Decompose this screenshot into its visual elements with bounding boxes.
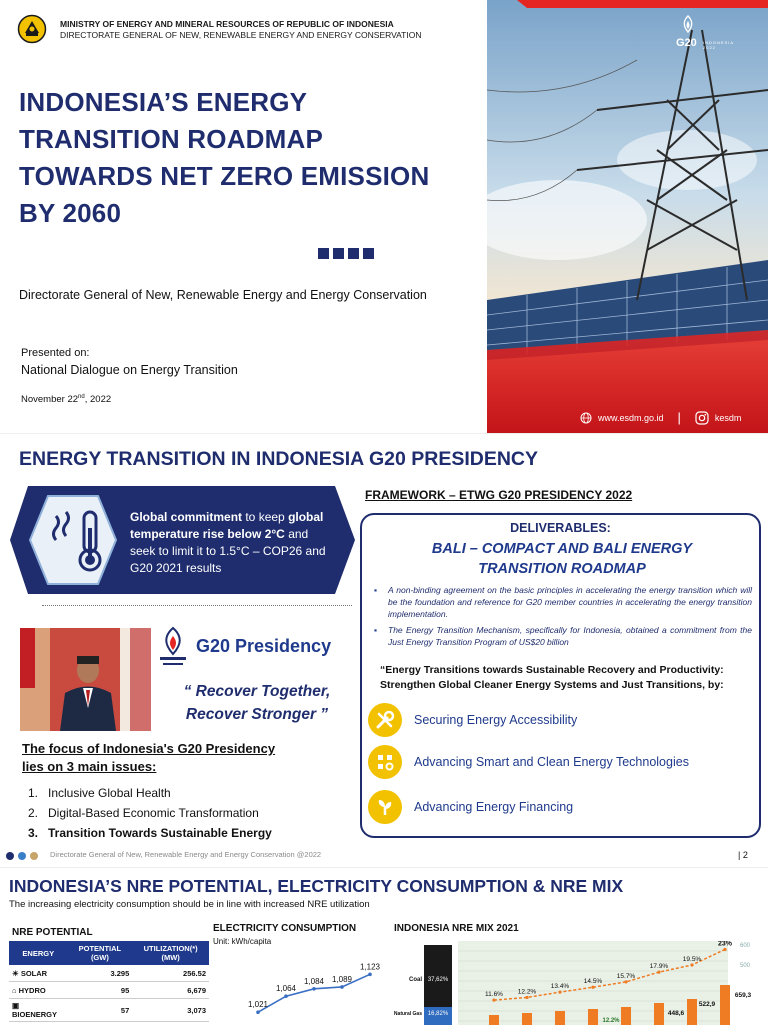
footer-text: Directorate General of New, Renewable Energy and Energy Conservation @2022 [50, 850, 322, 859]
category-label: Coal [408, 977, 422, 983]
nre-bar [654, 1003, 664, 1025]
data-label: 1,021 [247, 1000, 269, 1010]
pillar-label: Securing Energy Accessibility [414, 713, 578, 727]
directorate-subtitle: Directorate General of New, Renewable Energy and Energy Conservation [19, 288, 427, 302]
data-label: 17.9% [649, 963, 669, 971]
deliverables-list [372, 584, 752, 652]
nre-bar [621, 1007, 631, 1025]
power-tower-photo [487, 0, 768, 433]
event-name: National Dialogue on Energy Transition [21, 363, 238, 377]
data-point [525, 996, 528, 999]
sun-icon: ☀ [12, 968, 19, 978]
square-mark [348, 248, 359, 259]
square-mark [318, 248, 329, 259]
nre-bar [720, 985, 730, 1025]
deliverables-label: DELIVERABLES: [510, 521, 611, 535]
footer-dot [30, 852, 38, 860]
page-number-value: 2 [742, 850, 748, 860]
pillar-label: Advancing Energy Financing [414, 800, 574, 814]
bali-roadmap-title [402, 539, 722, 579]
nre-potential-slide [0, 867, 768, 1025]
instagram-icon [695, 411, 709, 425]
bar-value-label: 448,6 [667, 1010, 685, 1017]
segment-label: 16,82% [427, 1011, 449, 1017]
g20-presidency-label: G20 Presidency [196, 636, 332, 656]
data-point [284, 994, 288, 998]
ministry-name: MINISTRY OF ENERGY AND MINERAL RESOURCES OF REPUBLIC OF INDONESIA [60, 19, 394, 29]
date-year: , 2022 [84, 394, 112, 406]
commitment-bold-2: global temperature rise below 2°C [130, 510, 324, 541]
framework-box [360, 513, 761, 838]
ministry-header [60, 19, 421, 41]
tools-icon [368, 703, 402, 737]
data-label: 11.6% [485, 991, 503, 999]
framework-quote: “Energy Transitions towards Sustainable Recovery and Productivity: Strengthen Global Cleaner Energy Systems and Just Transitions, by: [380, 664, 724, 691]
nre-potential-heading: NRE POTENTIAL [12, 927, 93, 938]
framework-title: FRAMEWORK – ETWG G20 PRESIDENCY 2022 [365, 488, 633, 502]
energy-name: HYDRO [18, 985, 46, 995]
category-label: Natural Gas [394, 1011, 422, 1017]
commitment-text [130, 509, 330, 577]
pillar-item [368, 789, 748, 825]
bio-icon: ▣ [12, 1001, 20, 1010]
slide-title: ENERGY TRANSITION IN INDONESIA G20 PRESIDENCY [19, 448, 539, 470]
list-item [28, 783, 272, 803]
g20-presidency-slide [0, 433, 768, 868]
bar-value-label: 522,9 [698, 1001, 716, 1008]
ministry-emblem-icon [17, 14, 47, 44]
bar-value-label: 659,3 [734, 992, 752, 999]
table-header-row [9, 941, 209, 965]
coal-bar-segment [424, 945, 452, 1007]
column-header: ENERGY [9, 941, 68, 965]
nre-bar [522, 1013, 532, 1025]
nre-potential-table [9, 941, 209, 1022]
presented-on-label: Presented on: [21, 347, 90, 359]
nre-bar [687, 999, 697, 1025]
list-number: 3. [28, 826, 39, 840]
data-point [256, 1010, 260, 1014]
title-line: INDONESIA’S ENERGY [19, 87, 308, 117]
nre-bar [588, 1009, 598, 1025]
commitment-text-1: to keep [242, 510, 285, 524]
focus-line: lies on 3 main issues: [22, 759, 157, 774]
pillar-item [368, 744, 748, 780]
data-point [624, 980, 627, 983]
list-label: Transition Towards Sustainable Energy [48, 826, 272, 840]
date-suffix: nd [78, 394, 85, 400]
table-cell: 3,073 [132, 999, 209, 1022]
data-label: 1,089 [331, 974, 353, 984]
column-header: POTENTIAL (GW) [68, 941, 133, 965]
presentation-date [21, 394, 111, 405]
table-cell: 256.52 [132, 965, 209, 982]
axis-tick: 600 [740, 943, 751, 949]
data-label: 13.4% [550, 983, 570, 991]
commitment-bold-1: Global commitment [130, 510, 243, 524]
table-row [9, 999, 209, 1022]
list-number: 2. [28, 806, 39, 820]
data-point [340, 985, 344, 989]
data-label: 23% [717, 941, 733, 948]
table-cell [9, 999, 68, 1022]
table-cell [9, 982, 68, 999]
data-point [591, 986, 594, 989]
president-photo [20, 628, 151, 731]
instagram-handle[interactable]: kesdm [714, 412, 742, 423]
focus-heading [22, 740, 312, 776]
square-mark [333, 248, 344, 259]
nre-bar [555, 1011, 565, 1025]
footer-dots [6, 852, 38, 860]
segment-label: 37,62% [427, 977, 449, 983]
slide-subtitle: The increasing electricity consumption should be in line with increased NRE utilization [9, 899, 370, 910]
data-label: 1,123 [359, 962, 381, 972]
decorative-squares [318, 248, 374, 259]
title-line: TRANSITION ROADMAP [19, 124, 324, 154]
thermometer-icon [50, 508, 110, 574]
tech-icon [368, 745, 402, 779]
page-number: | 2 [738, 850, 748, 860]
data-label: 15.7% [616, 972, 636, 980]
column-header: UTILIZATION(*) (MW) [132, 941, 209, 965]
title-line: BY 2060 [19, 198, 122, 228]
table-row [9, 965, 209, 982]
list-label: Digital-Based Economic Transformation [48, 806, 259, 820]
table-cell: 57 [68, 999, 133, 1022]
nre-mix-heading: INDONESIA NRE MIX 2021 [394, 923, 519, 934]
data-label: 14.5% [583, 978, 603, 986]
data-point [492, 999, 495, 1002]
list-item: ▪ The Energy Transition Mechanism, specifically for Indonesia, obtained a commitment from the Just Energy Transition Program of US$20 billion [372, 624, 752, 648]
data-label: 12.2% [517, 988, 537, 996]
table-row [9, 982, 209, 999]
data-label: 1,084 [303, 976, 325, 986]
divider [42, 605, 352, 606]
dam-icon: ⌂ [12, 985, 17, 995]
data-point [657, 971, 660, 974]
g20-indonesia-logo [676, 15, 746, 55]
money-plant-icon [368, 790, 402, 824]
g20-text: G20 [676, 37, 697, 49]
data-point [312, 987, 316, 991]
data-point [558, 991, 561, 994]
energy-name: BIOENERGY [12, 1010, 58, 1019]
nre-mix-chart [394, 941, 768, 1025]
bali-line: BALI – COMPACT AND BALI ENERGY [431, 541, 693, 557]
square-mark [363, 248, 374, 259]
pillar-label: Advancing Smart and Clean Energy Technologies [414, 755, 689, 769]
slide-title [19, 84, 469, 232]
date-main: November 22 [21, 394, 79, 406]
g20-flame-icon [681, 15, 695, 33]
data-point [368, 973, 372, 977]
table-cell: 95 [68, 982, 133, 999]
electricity-heading: ELECTRICITY CONSUMPTION [213, 923, 357, 934]
contact-links [580, 410, 741, 425]
website-link[interactable]: www.esdm.go.id [598, 412, 664, 423]
g20-logo-icon [158, 626, 188, 668]
footer-dot [6, 852, 14, 860]
g20-small-text: INDONESIA 2022 [703, 40, 734, 50]
list-item: ▪ A non-binding agreement on the basic principles in accelerating the energy transition which will be the foundation and reference for G20 member countries in accelerating the energy transition implementation. [372, 584, 752, 620]
footer-dot [18, 852, 26, 860]
focus-line: The focus of Indonesia's G20 Presidency [22, 741, 276, 756]
energy-name: SOLAR [20, 968, 48, 978]
globe-icon [580, 412, 592, 424]
slogan-line: Recover Stronger ” [185, 706, 329, 723]
list-label: Inclusive Global Health [48, 786, 171, 800]
electricity-unit: Unit: kWh/capita [213, 937, 272, 946]
axis-tick: 500 [740, 963, 751, 969]
directorate-name: DIRECTORATE GENERAL OF NEW, RENEWABLE ENERGY AND ENERGY CONSERVATION [60, 30, 422, 40]
table-cell: 6,679 [132, 982, 209, 999]
issues-list [28, 783, 272, 843]
bali-line: TRANSITION ROADMAP [478, 561, 646, 577]
slide-title: INDONESIA’S NRE POTENTIAL, ELECTRICITY CONSUMPTION & NRE MIX [9, 876, 624, 896]
title-slide [0, 0, 768, 433]
list-number: 1. [28, 786, 39, 800]
slide-footer [0, 848, 768, 864]
data-label: 19.5% [682, 956, 702, 963]
slogan-line: “ Recover Together, [183, 683, 331, 700]
table-cell: 3.295 [68, 965, 133, 982]
list-item [28, 803, 272, 823]
separator: | [677, 410, 681, 425]
commitment-text-2: and seek to limit it to 1.5°C – COP26 and G20 2021 results [130, 527, 326, 575]
slogan [172, 680, 342, 726]
data-label: 1,064 [275, 984, 297, 994]
table-cell [9, 965, 68, 982]
list-item [28, 823, 272, 843]
secondary-label: 12.2% [602, 1018, 620, 1024]
electricity-consumption-chart [213, 948, 388, 1025]
pillar-item [368, 702, 748, 738]
data-point [690, 963, 693, 966]
data-point [723, 948, 726, 951]
title-line: TOWARDS NET ZERO EMISSION [19, 161, 430, 191]
